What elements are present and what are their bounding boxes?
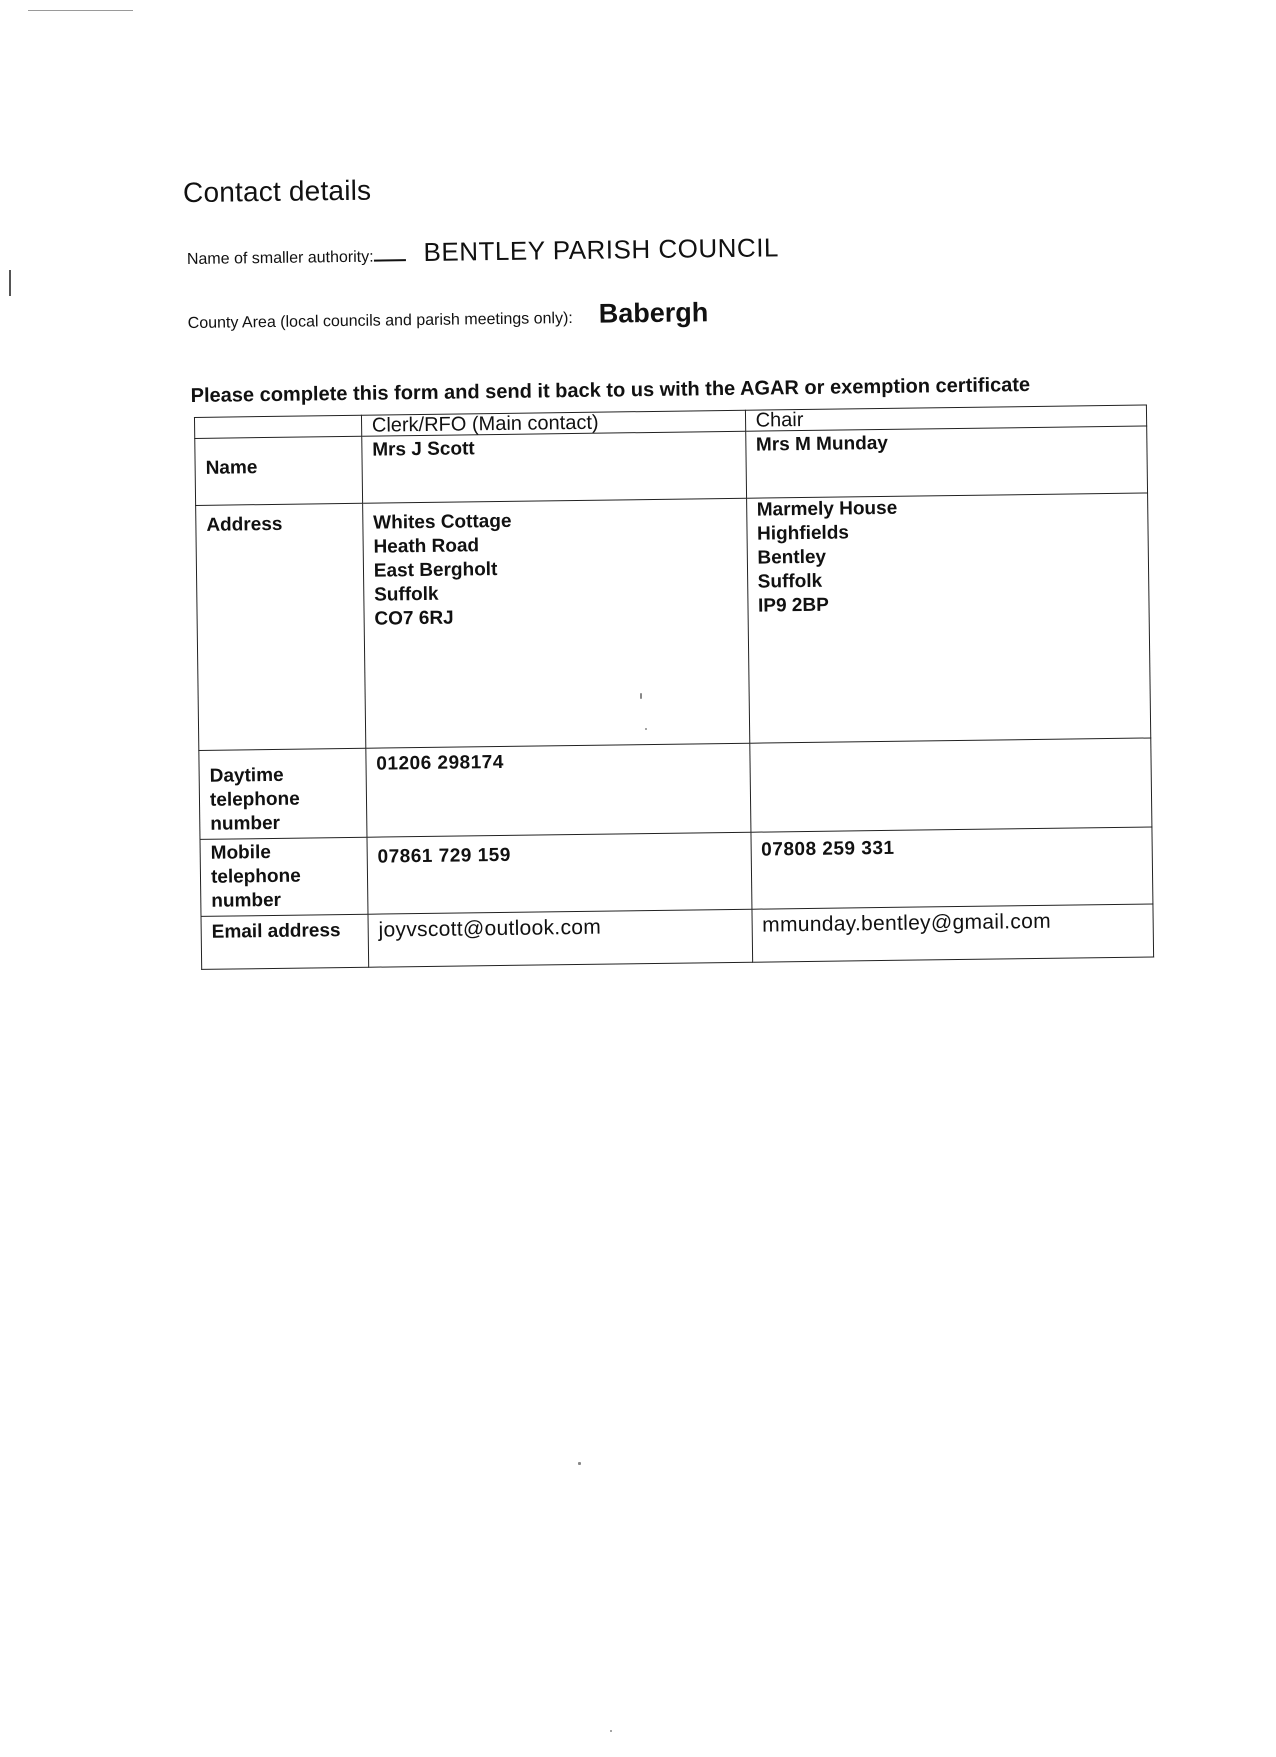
daytime-label-line: Daytime bbox=[209, 764, 284, 787]
clerk-address-line: East Bergholt bbox=[373, 559, 498, 582]
page-heading: Contact details bbox=[182, 174, 372, 209]
daytime-label-line: telephone bbox=[209, 788, 300, 811]
clerk-mobile-telephone: 07861 729 159 bbox=[367, 832, 752, 914]
instruction-text: Please complete this form and send it back to us with the AGAR or exemption certificate bbox=[190, 374, 1031, 408]
chair-address bbox=[746, 493, 1151, 743]
authority-label: Name of smaller authority: bbox=[186, 248, 374, 269]
chair-address-line: Marmely House bbox=[756, 497, 898, 521]
chair-address-line: Suffolk bbox=[757, 570, 823, 593]
email-label: Email address bbox=[201, 914, 369, 969]
scan-speck bbox=[578, 1462, 581, 1465]
chair-address-line: Highfields bbox=[756, 522, 850, 545]
scan-speck bbox=[640, 693, 642, 699]
clerk-address-line: Suffolk bbox=[374, 583, 439, 606]
chair-name: Mrs M Munday bbox=[745, 426, 1147, 498]
table-row-address bbox=[196, 493, 1151, 750]
scan-speck bbox=[645, 728, 647, 730]
clerk-name: Mrs J Scott bbox=[362, 431, 747, 503]
table-row-email bbox=[201, 904, 1154, 969]
address-label: Address bbox=[196, 503, 366, 750]
header-empty-cell bbox=[194, 415, 361, 438]
chair-daytime-telephone bbox=[749, 738, 1152, 832]
authority-blank-line bbox=[374, 259, 406, 261]
mobile-label-line: number bbox=[211, 889, 282, 912]
daytime-label-line: number bbox=[210, 812, 281, 835]
table-row-name bbox=[195, 426, 1148, 505]
chair-column-header: Chair bbox=[745, 405, 1147, 431]
authority-value: BENTLEY PARISH COUNCIL bbox=[423, 232, 780, 267]
scan-speck bbox=[610, 1730, 612, 1732]
mobile-label-line: Mobile bbox=[210, 841, 271, 864]
county-label: County Area (local councils and parish meetings only): bbox=[187, 310, 573, 333]
county-value: Babergh bbox=[598, 297, 709, 329]
contact-details-table bbox=[194, 404, 1154, 969]
name-label: Name bbox=[195, 436, 363, 505]
authority-field bbox=[187, 232, 779, 271]
clerk-address bbox=[362, 498, 749, 748]
clerk-address-line: CO7 6RJ bbox=[374, 607, 454, 630]
clerk-column-header: Clerk/RFO (Main contact) bbox=[361, 410, 745, 436]
county-field bbox=[187, 297, 708, 335]
clerk-address-line: Whites Cottage bbox=[373, 510, 512, 534]
mobile-label-line: telephone bbox=[210, 865, 301, 888]
chair-email: mmunday.bentley@gmail.com bbox=[752, 904, 1154, 962]
mobile-telephone-label bbox=[200, 837, 368, 916]
chair-address-line: IP9 2BP bbox=[757, 594, 829, 617]
clerk-daytime-telephone: 01206 298174 bbox=[366, 743, 751, 837]
table-row-mobile-telephone bbox=[200, 827, 1153, 916]
clerk-email: joyvscott@outlook.com bbox=[368, 909, 752, 967]
clerk-address-line: Heath Road bbox=[373, 535, 480, 558]
chair-mobile-telephone: 07808 259 331 bbox=[751, 827, 1153, 909]
daytime-telephone-label bbox=[199, 748, 367, 839]
table-row-daytime-telephone bbox=[199, 738, 1152, 839]
chair-address-line: Bentley bbox=[757, 546, 827, 569]
